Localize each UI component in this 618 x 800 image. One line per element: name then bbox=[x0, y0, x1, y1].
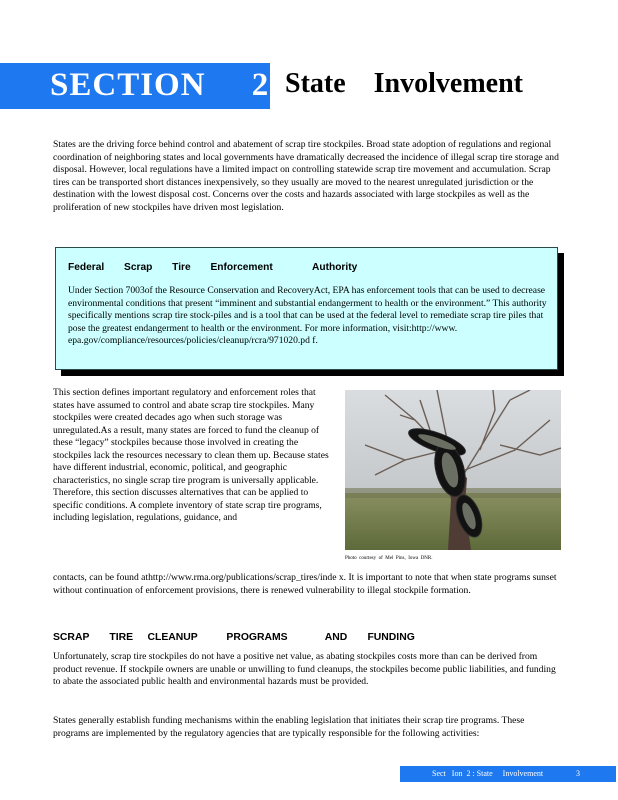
cleanup-paragraph-2: States generally establish funding mechanisms within the enabling legislation that initiates their scrap tire programs. These programs are implemented by the regulatory agencies that are typically responsible for the following activities: bbox=[53, 715, 525, 739]
roles-paragraph-continued: contacts, can be found athttp://www.rma.org/publications/scrap_tires/inde x. It is important to note that when state programs sunset without continuation of enforcement provisions, there is renewed vulnerability to illegal stockpile formation. bbox=[53, 572, 557, 596]
cleanup-section-heading: SCRAP TIRE CLEANUP PROGRAMS AND FUNDING bbox=[53, 632, 415, 643]
intro-paragraph: States are the driving force behind control and abatement of scrap tire stockpiles. Broad state adoption of regulations and regional coordination of neighboring states and local governments have dramatically decreased the incidence of illegal scrap tire storage and disposal. However, local regulations have a limited impact on controlling statewide scrap tire movement and accumulation. Scrap tires can be transported short distances inexpensively, so they usually are moved to the nearest unregulated jurisdiction or the destination with the lowest disposal cost. Concerns over the costs and hazards associated with large stockpiles as well as the proliferation of new stockpiles have driven most legislation. bbox=[53, 139, 559, 213]
page-title: State Involvement bbox=[285, 68, 523, 99]
footer-title: Sect Ion 2 : State Involvement bbox=[432, 769, 544, 778]
callout-body: Under Section 7003of the Resource Conservation and RecoveryAct, EPA has enforcement tools that can be used to decrease environmental conditions that present “imminent and substantial endangerment to health or the environment.” This authority specifically mentions scrap tire stock-piles and is a tool that can be used at the federal level to remediate scrap tire piles that pose the greatest endangerment to health or the environment. For more information, visit:http://www. epa.gov/compliance/resources/policies/cleanup/rcra/971020.pd f. bbox=[68, 285, 547, 346]
page-number: 3 bbox=[576, 769, 580, 778]
page-footer bbox=[400, 766, 616, 782]
section-band bbox=[0, 63, 270, 109]
callout-box bbox=[55, 247, 558, 370]
section-label: SECTION 2 bbox=[50, 67, 270, 103]
roles-paragraph: This section defines important regulatory and enforcement roles that states have assumed to control and abate scrap tire stockpiles. Many stockpiles were created decades ago when such storage was unregulated.As a result, many states are forced to fund the cleanup of these “legacy” stockpiles because those involved in creating the stockpiles lack the resources necessary to clean them up. Because states have different industrial, economic, political, and geographic characteristics, no single scrap tire program is universally applicable. Therefore, this section discusses alternatives that can be applied to specific conditions. A complete inventory of state scrap tire programs, including legislation, regulations, guidance, and bbox=[53, 387, 329, 523]
callout-heading: Federal Scrap Tire Enforcement Authority bbox=[68, 262, 358, 273]
tire-tree-photo bbox=[345, 390, 561, 550]
photo-credit: Photo courtesy of Mel Pins, Iowa DNR. bbox=[345, 556, 433, 561]
cleanup-paragraph-1: Unfortunately, scrap tire stockpiles do not have a positive net value, as abating stockpiles costs more than can be derived from product revenue. If stockpile owners are unable or unwilling to fund cleanups, the stockpiles become public liabilities, and funding to abate the associated public health and environmental hazards must be provided. bbox=[53, 651, 556, 687]
